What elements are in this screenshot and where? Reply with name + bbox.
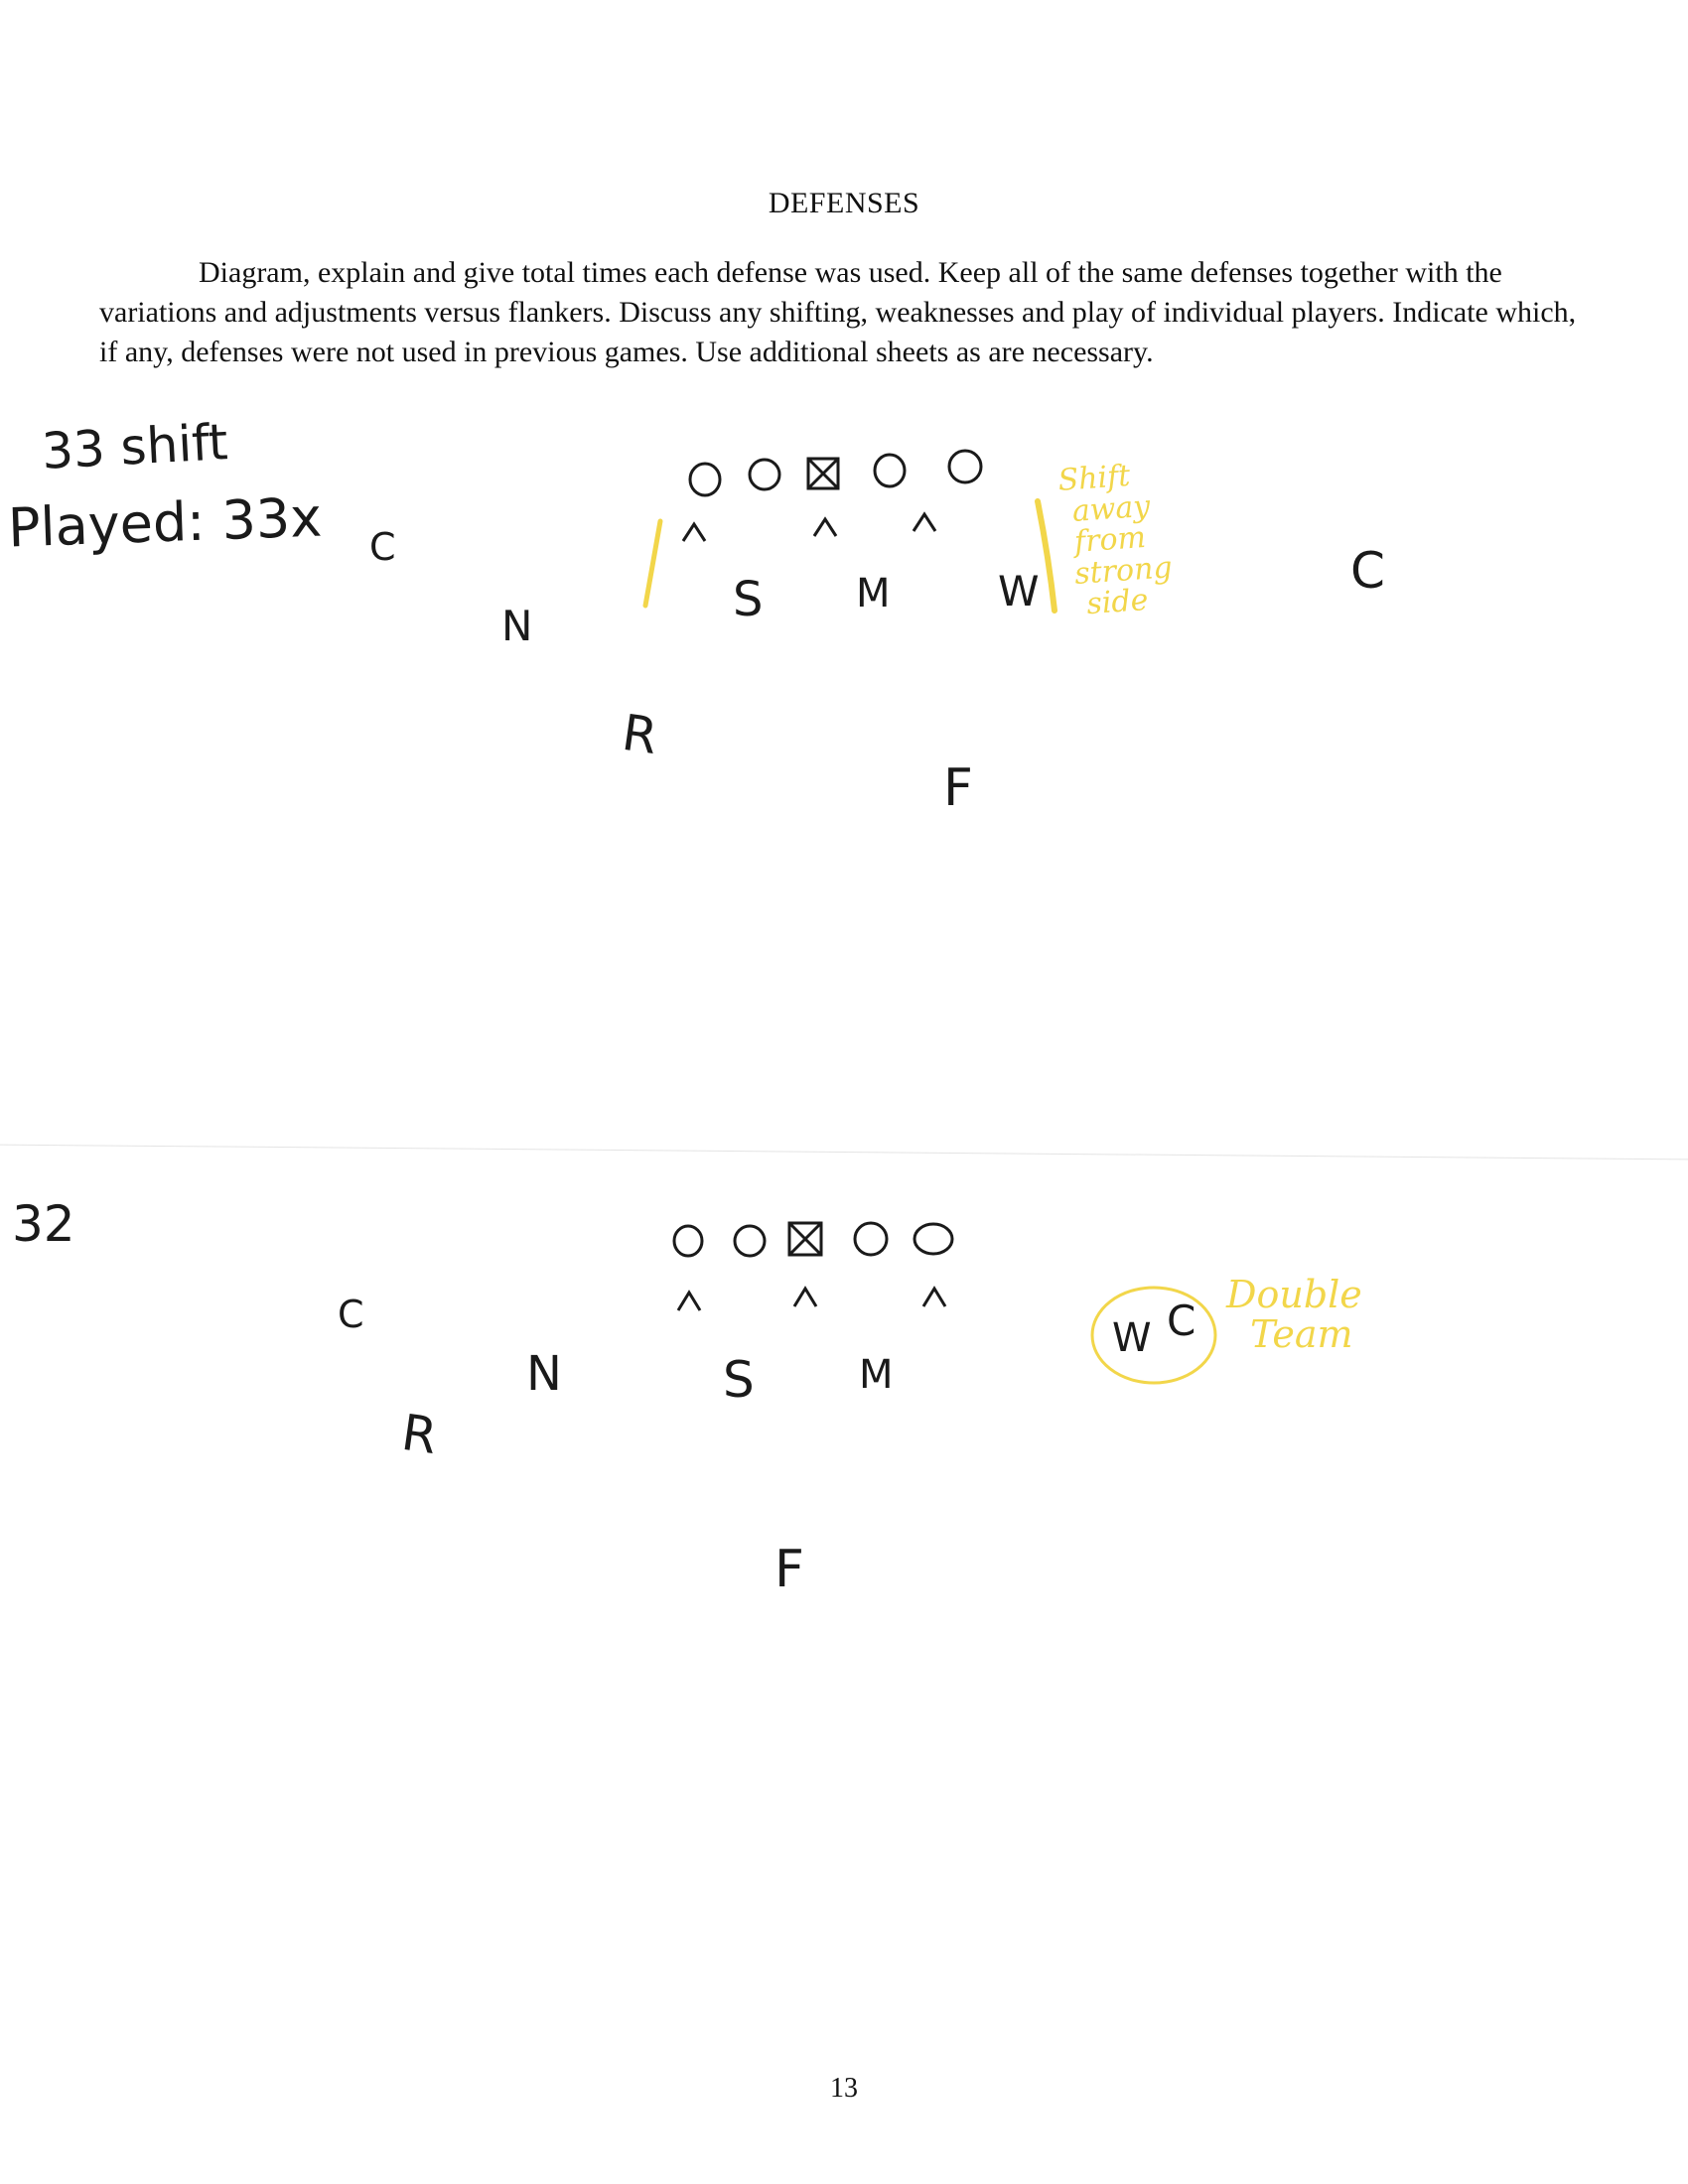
note-line-1: Shift (1056, 458, 1132, 498)
page-title: DEFENSES (768, 187, 920, 219)
note-line-3: from (1072, 519, 1148, 560)
player-weak-linebacker: W (998, 567, 1040, 615)
note-line-2: away (1070, 488, 1152, 529)
player-corner-left: C (369, 525, 396, 569)
offensive-lineman-4 (914, 1224, 952, 1254)
player-nose: N (526, 1346, 562, 1402)
instructions-text: Diagram, explain and give total times each defense was used. Keep all of the same defenses together with the variations and adjustments versus flankers. Discuss any shifting, weaknesses and play of individual players. Indicate which, if any, defenses were not used in previous games. Use additional sheets as are necessary. (99, 256, 1577, 368)
player-corner-right: C (1167, 1297, 1196, 1345)
player-strong-linebacker: S (733, 572, 764, 627)
diagram1-played-count: Played: 33x (6, 485, 324, 560)
diagram2-label: 32 (12, 1195, 75, 1253)
defensive-lineman-2 (794, 1289, 816, 1306)
page-number: 13 (830, 2073, 858, 2104)
player-weak-linebacker: W (1112, 1315, 1152, 1361)
offensive-lineman-3 (855, 1223, 887, 1255)
player-free-safety: F (943, 758, 973, 818)
double-team-circle (1092, 1288, 1215, 1383)
note-line-4: strong (1073, 549, 1174, 592)
diagram1-label: 33 shift (40, 413, 229, 480)
defensive-lineman-3 (923, 1289, 945, 1306)
player-middle-linebacker: M (859, 1352, 894, 1398)
note-line-5: side (1085, 582, 1150, 622)
defensive-lineman-1 (678, 1293, 700, 1310)
note-line-1: Double (1226, 1273, 1362, 1316)
diagram2-double-team-note (1226, 1273, 1362, 1356)
center-marker (789, 1223, 821, 1255)
player-corner-right: C (1350, 542, 1385, 600)
offensive-lineman-1 (674, 1226, 702, 1256)
player-strong-linebacker: S (723, 1351, 755, 1409)
player-nose: N (501, 602, 533, 650)
player-rover: R (398, 1403, 441, 1466)
offensive-lineman-2 (735, 1226, 765, 1256)
player-middle-linebacker: M (856, 571, 891, 616)
player-rover: R (619, 703, 661, 766)
note-line-2: Team (1250, 1311, 1353, 1356)
player-corner-left: C (338, 1293, 364, 1336)
player-free-safety: F (774, 1540, 804, 1599)
